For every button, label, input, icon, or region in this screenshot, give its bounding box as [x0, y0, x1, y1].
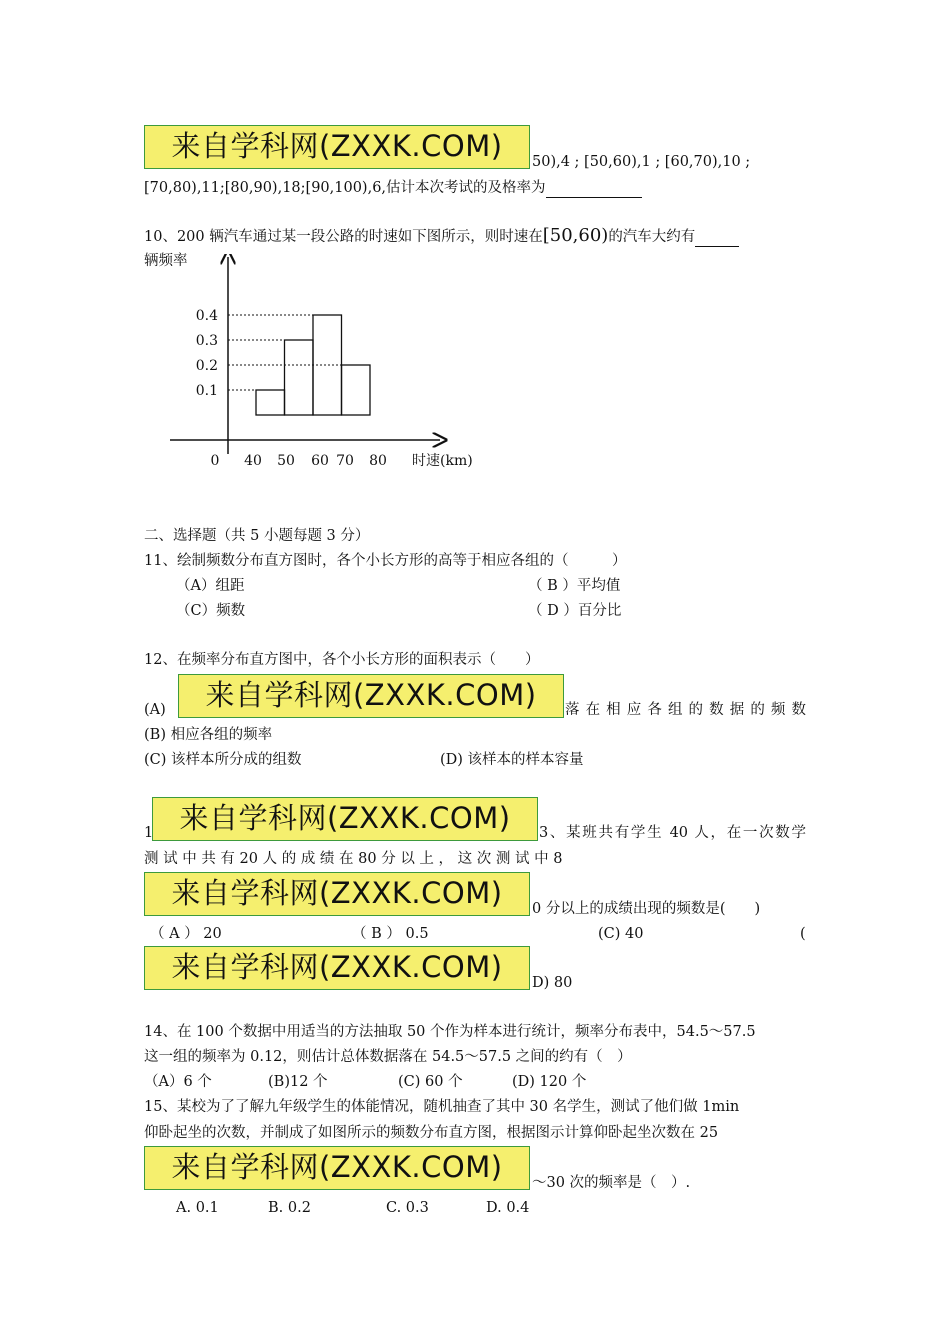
q10-stem [144, 226, 739, 247]
q10-text-before: 10、200 辆汽车通过某一段公路的时速如下图所示，则时速在 [144, 229, 543, 245]
watermark-banner: 来自学科网(ZXXK.COM) [144, 872, 530, 916]
q15-option-a: A. 0.1 [176, 1200, 219, 1216]
q13-option-b: （ B ） 0.5 [352, 926, 429, 942]
q10-line2: 辆频率 [144, 253, 188, 269]
q13-option-a: （ A ） 20 [150, 926, 222, 942]
y-tick-label: 0.3 [195, 333, 218, 349]
q15-option-d: D. 0.4 [486, 1200, 530, 1216]
q12-stem: 12、在频率分布直方图中，各个小长方形的面积表示（ ） [144, 652, 540, 668]
q12-option-b: (B) 相应各组的频率 [144, 727, 273, 743]
q10-text-after: 的汽车大约有 [608, 229, 696, 245]
q13-option-d-head: ( [800, 926, 806, 942]
q12-option-a-tail: 落在相应各组的数据的频数 [565, 702, 806, 718]
q15-line1: 15、某校为了了解九年级学生的体能情况，随机抽查了其中 30 名学生，测试了他们做 1min [144, 1099, 740, 1115]
x-tick-label: 40 [244, 453, 262, 469]
q12-option-a-label: (A) [144, 702, 166, 718]
watermark-banner: 来自学科网(ZXXK.COM) [144, 125, 530, 169]
histogram-bar [285, 340, 314, 415]
q15-line3-tail: ～30 次的频率是（ ）. [532, 1175, 691, 1191]
q14-line1: 14、在 100 个数据中用适当的方法抽取 50 个作为样本进行统计，频率分布表中，54.5～57.5 [144, 1024, 756, 1040]
q12-option-d: (D) 该样本的样本容量 [440, 752, 584, 768]
speed-histogram [160, 254, 490, 470]
y-tick-label: 0.1 [195, 383, 218, 399]
q11-option-a: （A）组距 [176, 578, 245, 594]
q10-interval: [50,60) [542, 225, 609, 246]
q11-option-d: （ D ）百分比 [528, 603, 622, 619]
q14-option-a: （A）6 个 [144, 1074, 212, 1090]
q14-line2: 这一组的频率为 0.12，则估计总体数据落在 54.5～57.5 之间的约有（ ） [144, 1049, 632, 1065]
x-tick-label: 60 [311, 453, 329, 469]
x-tick-label: 80 [369, 453, 387, 469]
watermark-banner: 来自学科网(ZXXK.COM) [144, 946, 530, 990]
q14-option-d: (D) 120 个 [512, 1074, 587, 1090]
x-tick-label: 50 [277, 453, 295, 469]
y-tick-label: 0.4 [195, 308, 218, 324]
origin-label: 0 [210, 453, 220, 469]
q15-option-b: B. 0.2 [268, 1200, 311, 1216]
q9-line2-text: [70,80),11;[80,90),18;[90,100),6,估计本次考试的及格率为 [144, 180, 546, 196]
q13-option-d-tail: D) 80 [532, 975, 573, 991]
q14-option-c: (C) 60 个 [398, 1074, 463, 1090]
watermark-banner: 来自学科网(ZXXK.COM) [178, 674, 564, 718]
x-tick-label: 70 [336, 453, 354, 469]
q14-option-b: (B)12 个 [268, 1074, 328, 1090]
q13-line3-tail: 0 分以上的成绩出现的频数是( ) [532, 901, 761, 917]
q12-option-c: (C) 该样本所分成的组数 [144, 752, 302, 768]
q11-stem: 11、绘制频数分布直方图时，各个小长方形的高等于相应各组的（ ） [144, 553, 627, 569]
histogram-bar [342, 365, 371, 415]
q13-stem-tail: 3、某班共有学生 40 人，在一次数学 [539, 825, 806, 841]
answer-blank [695, 230, 739, 247]
watermark-banner: 来自学科网(ZXXK.COM) [144, 1146, 530, 1190]
q13-number-head: 1 [144, 825, 154, 841]
q15-line2: 仰卧起坐的次数，并制成了如图所示的频数分布直方图，根据图示计算仰卧起坐次数在 25 [144, 1125, 719, 1141]
q9-line1-tail: 50),4 ; [50,60),1 ; [60,70),10 ; [532, 154, 751, 170]
q11-option-c: （C）频数 [176, 603, 246, 619]
x-axis-label: 时速(km) [412, 453, 473, 469]
q9-line2 [144, 178, 642, 198]
answer-blank [546, 181, 642, 198]
q15-option-c: C. 0.3 [386, 1200, 429, 1216]
q11-option-b: （ B ）平均值 [528, 578, 621, 594]
histogram-bar [256, 390, 285, 415]
q13-line2: 测 试 中 共 有 20 人 的 成 绩 在 80 分 以 上 ， 这 次 测 试 中 8 [144, 851, 563, 867]
y-tick-label: 0.2 [195, 358, 218, 374]
section-title: 二、选择题（共 5 小题每题 3 分） [144, 528, 370, 544]
watermark-banner: 来自学科网(ZXXK.COM) [152, 797, 538, 841]
q13-option-c: (C) 40 [598, 926, 644, 942]
